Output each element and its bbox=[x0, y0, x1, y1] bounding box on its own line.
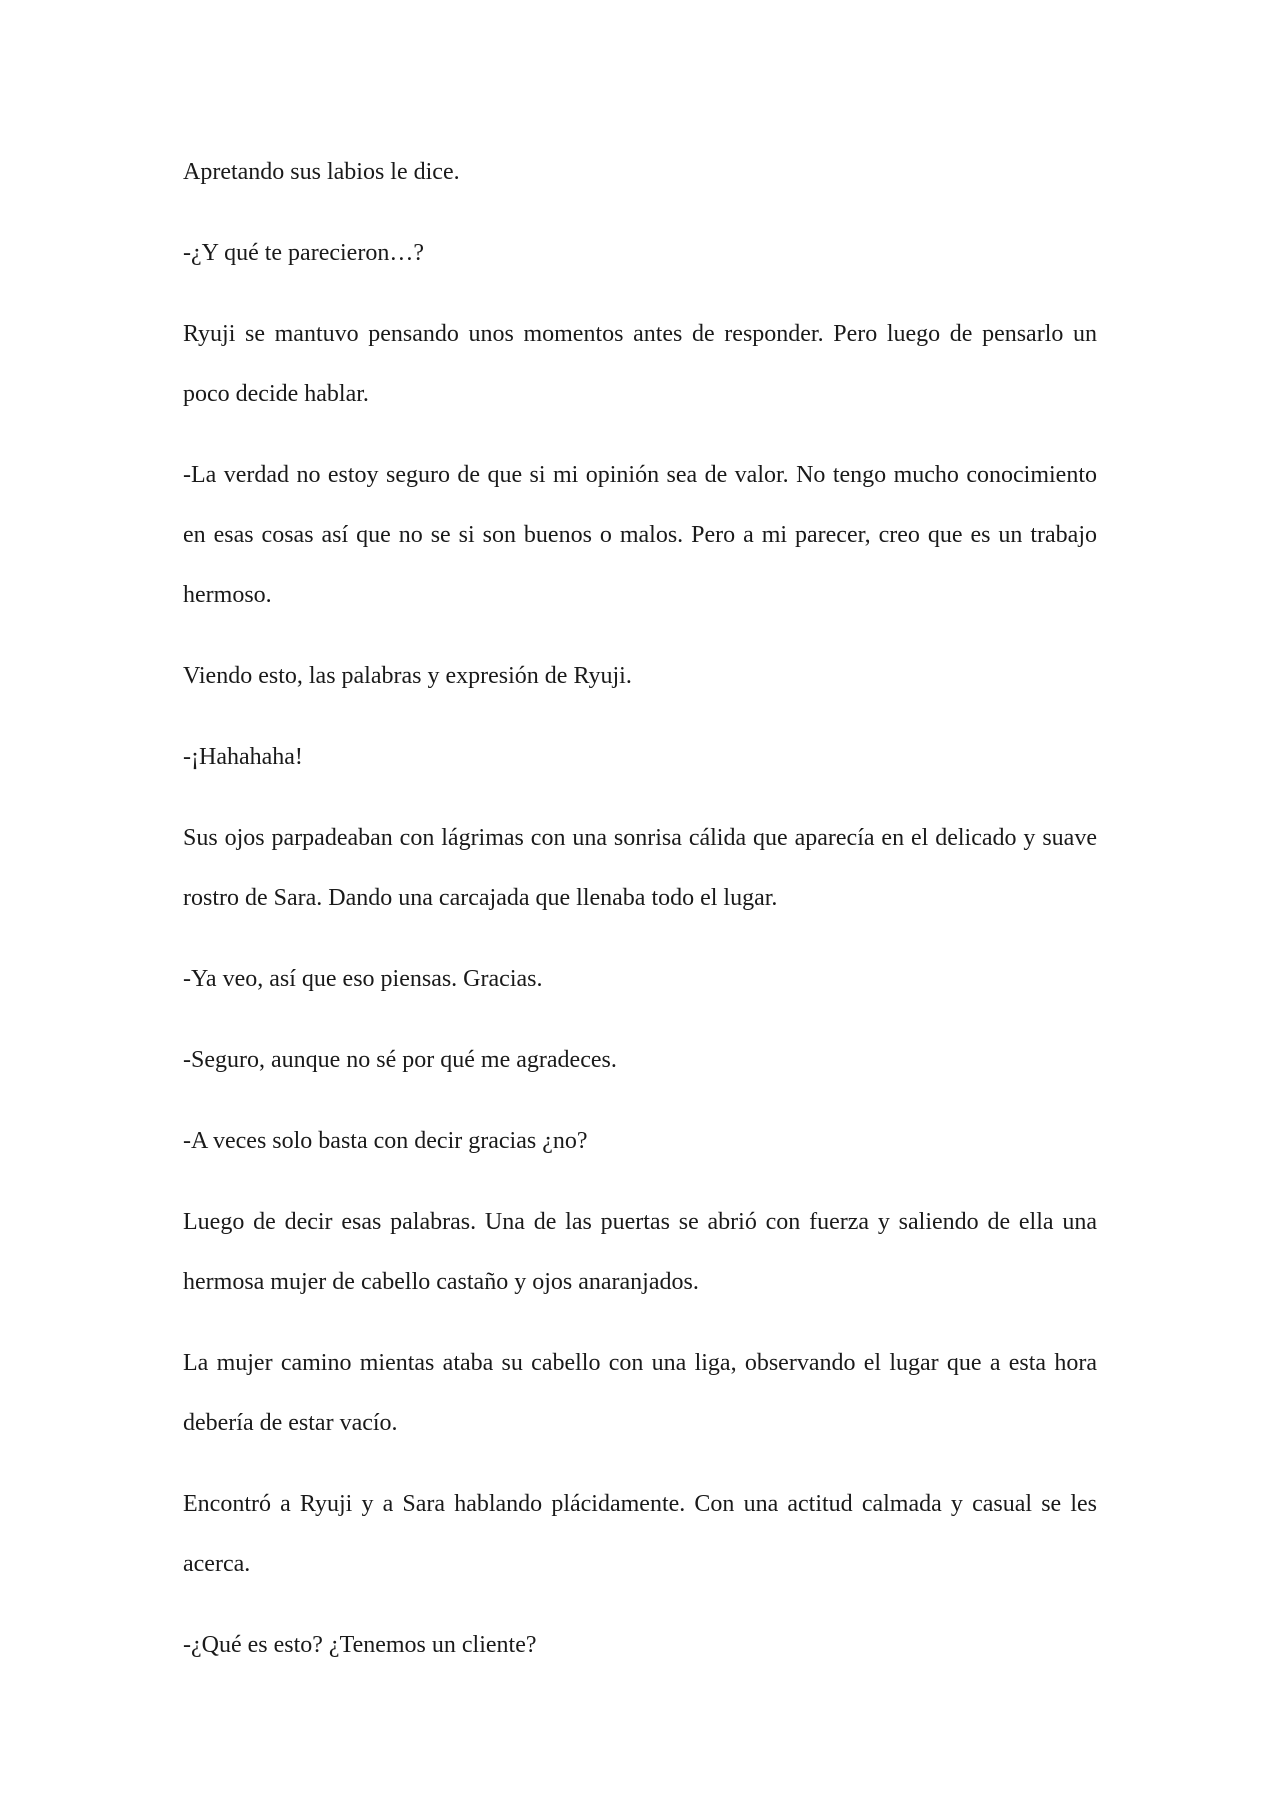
paragraph-4: -La verdad no estoy seguro de que si mi opinión sea de valor. No tengo mucho conocimiento en esas cosas así que no se si son buenos o malos. Pero a mi parecer, creo que es un trabajo hermoso. bbox=[183, 462, 1097, 608]
paragraph-9: -Seguro, aunque no sé por qué me agradeces. bbox=[183, 1047, 617, 1073]
paragraph-13: Encontró a Ryuji y a Sara hablando plácidamente. Con una actitud calmada y casual se les acerca. bbox=[183, 1491, 1097, 1577]
paragraph-6: -¡Hahahaha! bbox=[183, 744, 303, 770]
paragraph-3: Ryuji se mantuvo pensando unos momentos antes de responder. Pero luego de pensarlo un poco decide hablar. bbox=[183, 321, 1097, 407]
paragraph-12: La mujer camino mientas ataba su cabello con una liga, observando el lugar que a esta hora debería de estar vacío. bbox=[183, 1350, 1097, 1436]
paragraph-10: -A veces solo basta con decir gracias ¿no? bbox=[183, 1128, 588, 1154]
paragraph-7: Sus ojos parpadeaban con lágrimas con una sonrisa cálida que aparecía en el delicado y suave rostro de Sara. Dando una carcajada que llenaba todo el lugar. bbox=[183, 825, 1097, 911]
document-body bbox=[183, 142, 1097, 1696]
paragraph-8: -Ya veo, así que eso piensas. Gracias. bbox=[183, 966, 543, 992]
paragraph-2: -¿Y qué te parecieron…? bbox=[183, 240, 424, 266]
paragraph-14: -¿Qué es esto? ¿Tenemos un cliente? bbox=[183, 1632, 537, 1658]
paragraph-5: Viendo esto, las palabras y expresión de Ryuji. bbox=[183, 663, 632, 689]
paragraph-11: Luego de decir esas palabras. Una de las puertas se abrió con fuerza y saliendo de ella una hermosa mujer de cabello castaño y ojos anaranjados. bbox=[183, 1209, 1097, 1295]
paragraph-1: Apretando sus labios le dice. bbox=[183, 159, 460, 185]
